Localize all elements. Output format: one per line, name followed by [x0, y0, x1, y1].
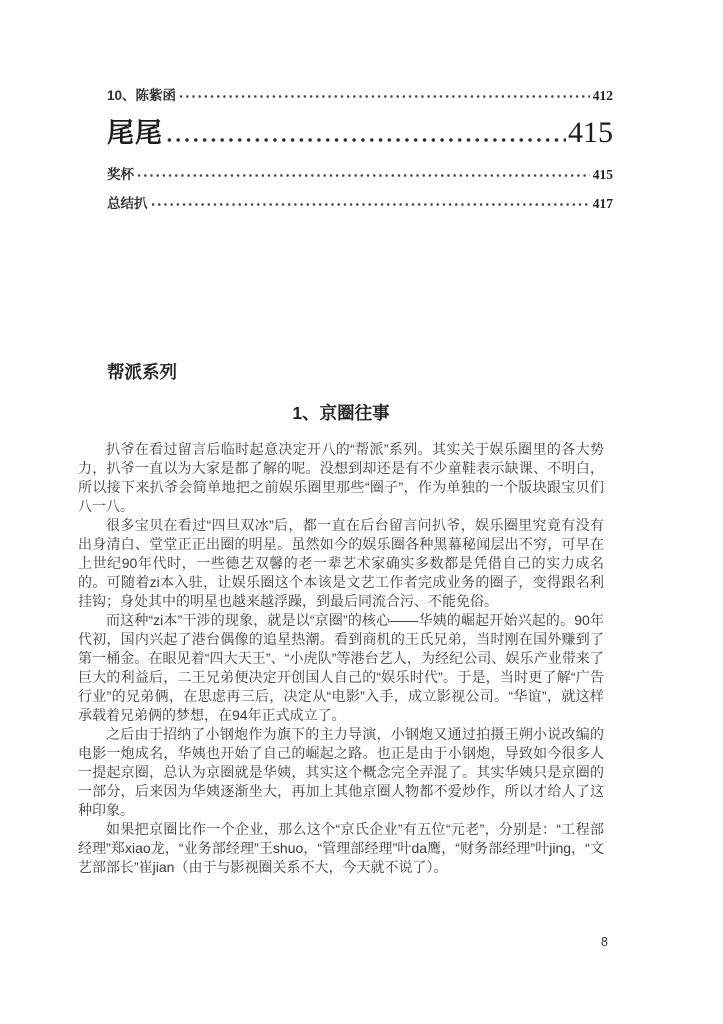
toc-entry-page-number: 412 — [592, 88, 613, 103]
chapter-title: 1、京圈往事 — [292, 403, 390, 423]
table-of-contents — [107, 86, 613, 214]
footer-page-number: 8 — [601, 935, 608, 949]
toc-entry-page-number: 415 — [568, 116, 613, 149]
toc-entry-label: 10、陈紫函 — [107, 88, 177, 103]
toc-entry-chen-zihan — [107, 86, 613, 106]
dot-leader — [165, 135, 566, 153]
toc-entry-page-number: 417 — [592, 196, 613, 211]
paragraph: 之后由于招纳了小钢炮作为旗下的主力导演，小钢炮又通过拍摄王朔小说改编的电影一炮成名，华姨也开始了自己的崛起之路。也正是由于小钢炮，导致如今很多人一提起京圈，总认为京圈就是华姨，其实这个概念完全弄混了。其实华姨只是京圈的一部分，后来因为华姨逐渐坐大，再加上其他京圈人物都不爱炒作，所以才给人了这种印象。 — [78, 726, 604, 818]
body-text — [78, 440, 604, 877]
paragraph: 如果把京圈比作一个企业，那么这个“京氏企业”有五位“元老”，分别是：“工程部经理”郑xiao龙，“业务部经理”王shuo，“管理部经理”叶da鹰，“财务部经理”叶jing，“文艺部部长”崔jian（由于与影视圈关系不大，今天就不说了）。 — [78, 821, 604, 875]
paragraph: 而这种“zi本”干涉的现象，就是以“京圈”的核心——华姨的崛起开始兴起的。90年代初，国内兴起了港台偶像的追星热潮。看到商机的王氏兄弟，当时刚在国外赚到了第一桶金。在眼见着“四大天王”、“小虎队”等港台艺人，为经纪公司、娱乐产业带来了巨大的利益后，二王兄弟便决定开创国人自己的“娱乐时代”。于是，当时更了解“广告行业”的兄弟俩，在思虑再三后，决定从“电影”入手，成立影视公司。“华谊”，就这样承载着兄弟俩的梦想，在94年正式成立了。 — [78, 612, 604, 723]
dot-leader — [136, 172, 590, 185]
series-title: 帮派系列 — [107, 362, 177, 382]
toc-entry-label: 奖杯 — [107, 167, 134, 182]
paragraph: 很多宝贝在看过“四旦双冰”后，都一直在后台留言问扒爷，娱乐圈里究竟有没有出身清白、堂堂正正出圈的明星。虽然如今的娱乐圈各种黑幕秘闻层出不穷，可早在上世纪90年代时，一些德艺双馨的老一辈艺术家确实多数都是凭借自己的实力成名的。可随着zi本入驻，让娱乐圈这个本该是文艺工作者完成业务的圈子，变得跟名利挂钩；身处其中的明星也越来越浮躁，到最后同流合污、不能免俗。 — [78, 517, 604, 609]
body-column — [78, 402, 604, 877]
toc-entry-zongjieba — [107, 194, 613, 214]
toc-entry-jiangbei — [107, 165, 613, 185]
toc-entry-page-number: 415 — [592, 167, 613, 182]
dot-leader — [178, 93, 590, 106]
dot-leader — [150, 201, 590, 214]
paragraph: 扒爷在看过留言后临时起意决定开八的“帮派”系列。其实关于娱乐圈里的各大势力，扒爷一直以为大家是都了解的呢。没想到却还是有不少童鞋表示缺课、不明白，所以接下来扒爷会简单地把之前娱乐圈里那些“圈子”，作为单独的一个版块跟宝贝们八一八。 — [78, 441, 604, 514]
toc-entry-label: 尾尾 — [107, 118, 163, 148]
toc-entry-weiwei — [107, 113, 613, 153]
toc-entry-label: 总结扒 — [107, 196, 148, 211]
